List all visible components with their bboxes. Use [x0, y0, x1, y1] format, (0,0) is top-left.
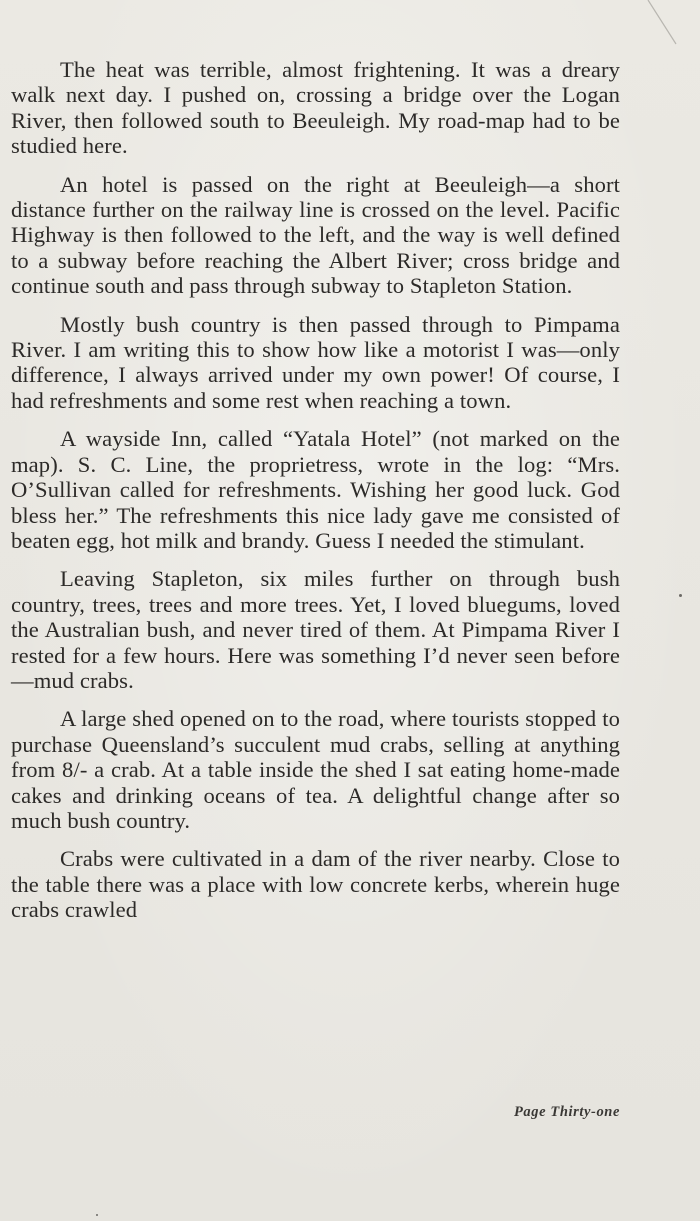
- paragraph-crab-shed: A large shed opened on to the road, where tourists stopped to purchase Queensland’s succulent mud crabs, selling at anything from 8/- a crab. At a table inside the shed I sat eating home-made cakes and drinking oceans of tea. A delightful change after so much bush country.: [11, 706, 620, 833]
- paragraph-route-directions: An hotel is passed on the right at Beeuleigh—a short distance further on the railway line is crossed on the level. Pacific Highway is then followed to the left, and the way is well defined to a subway before reaching the Albert River; cross bridge and continue south and pass through subway to Stapleton Station.: [11, 171, 620, 299]
- paragraph-yatala-hotel: A wayside Inn, called “Yatala Hotel” (not marked on the map). S. C. Line, the proprietress, wrote in the log: “Mrs. O’Sullivan called for refreshments. Wishing her good luck. God bless her.” The refreshments this nice lady gave me consisted of beaten egg, hot milk and brandy. Guess I needed the stimulant.: [11, 426, 620, 553]
- page-corner-fold-mark: [646, 0, 686, 48]
- paper-speck: [96, 1214, 98, 1216]
- paragraph-crab-dam: Crabs were cultivated in a dam of the river nearby. Close to the table there was a place with low concrete kerbs, wherein huge crabs crawled: [11, 846, 620, 923]
- paper-speck: [679, 594, 682, 597]
- paragraph-pimpama-river: Leaving Stapleton, six miles further on through bush country, trees, trees and more trees. Yet, I loved bluegums, loved the Australian bush, and never tired of them. At Pimpama River I rested for a few hours. Here was something I’d never seen before —mud crabs.: [11, 566, 620, 693]
- paragraph-bush-country: Mostly bush country is then passed through to Pimpama River. I am writing this to show how like a motorist I was—only difference, I always arrived under my own power! Of course, I had refreshments and some rest when reaching a town.: [11, 311, 620, 413]
- paragraph-heat: The heat was terrible, almost frightening. It was a dreary walk next day. I pushed on, crossing a bridge over the Logan River, then followed south to Beeuleigh. My road-map had to be studied here.: [11, 57, 620, 159]
- page-number-footer: Page Thirty-one: [513, 1104, 620, 1120]
- page-body-text: [11, 57, 620, 936]
